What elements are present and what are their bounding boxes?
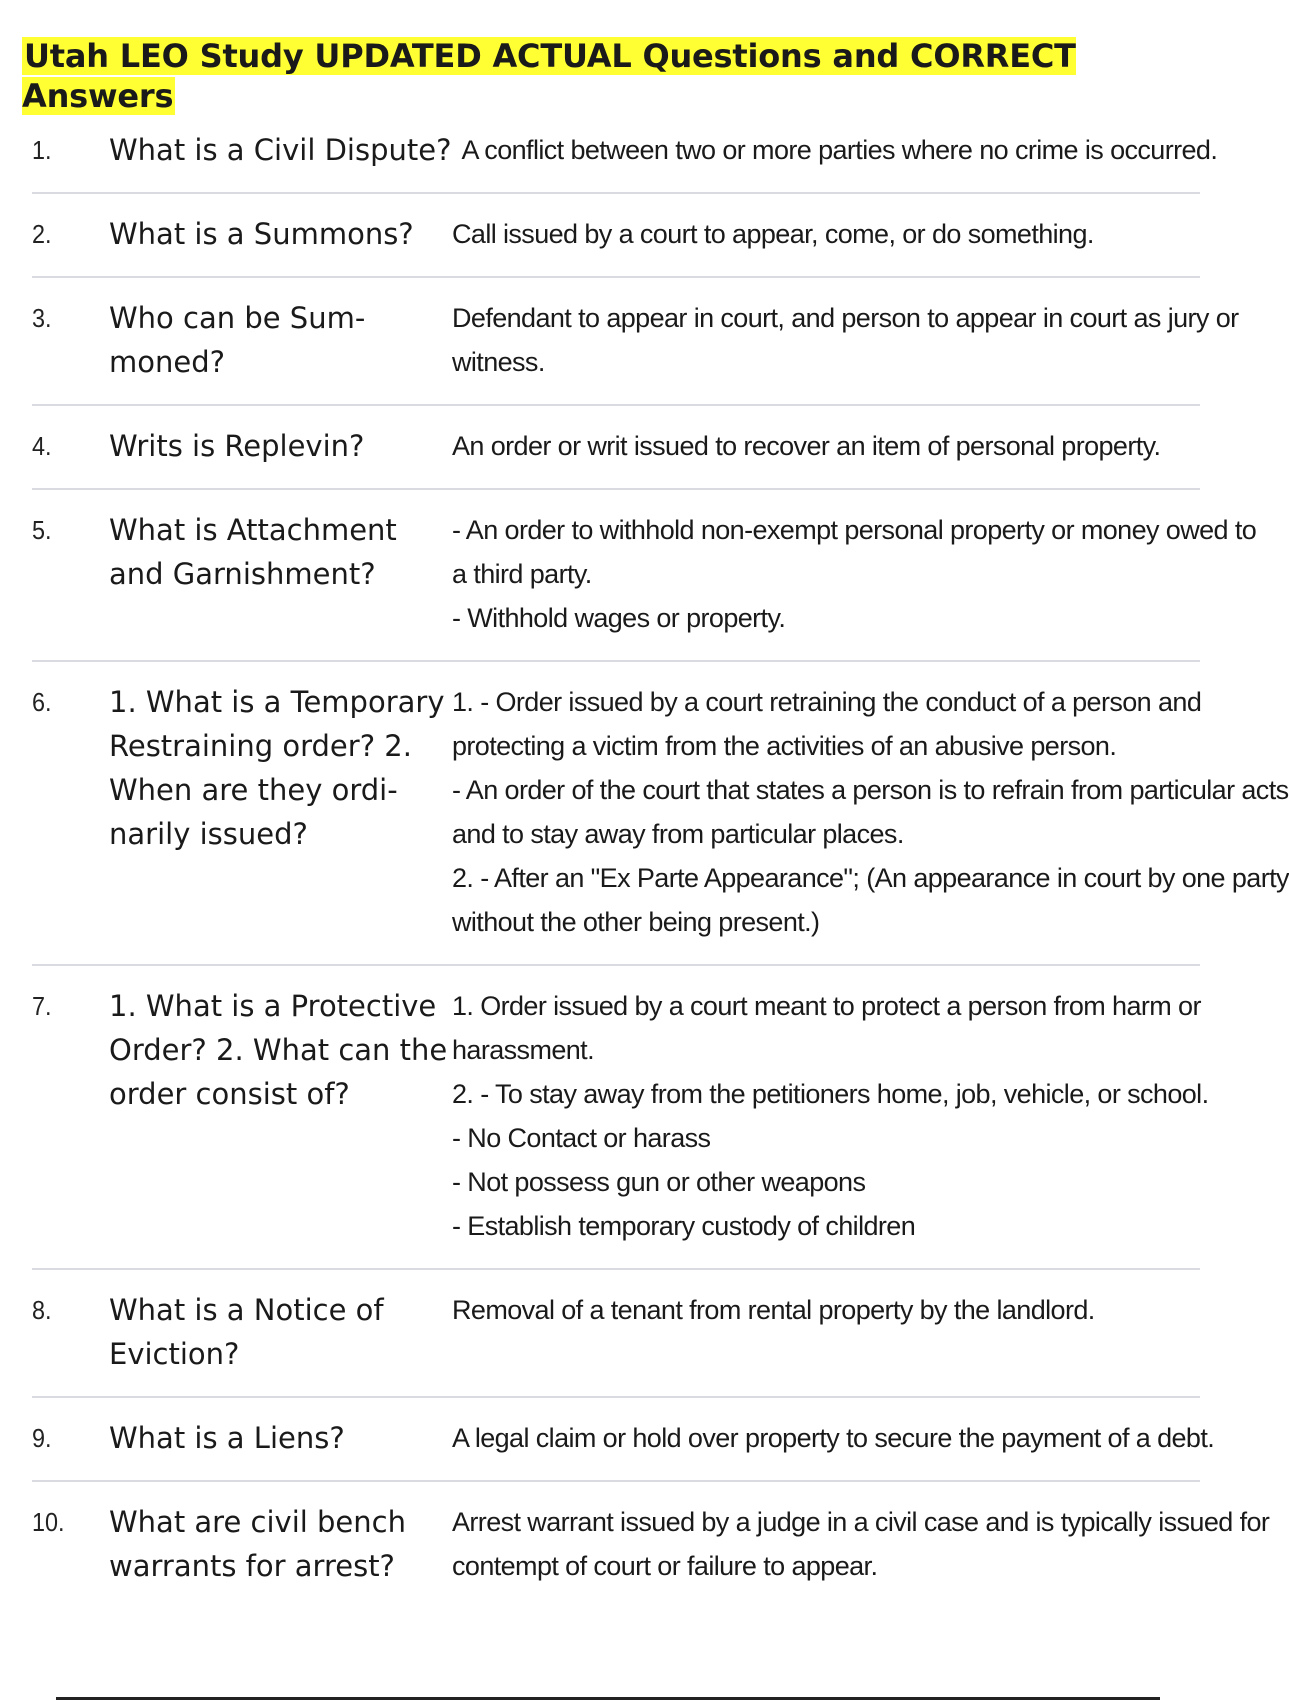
answer-line: witness. xyxy=(452,347,545,377)
item-number: 8. xyxy=(32,1295,52,1325)
answer-line: contempt of court or failure to appear. xyxy=(452,1551,878,1581)
item-question: What is Attachment and Garnishment? xyxy=(109,513,397,591)
item-number: 10. xyxy=(32,1507,65,1537)
item-number: 9. xyxy=(32,1423,52,1453)
answer-line: - No Contact or harass xyxy=(452,1123,711,1153)
qa-item xyxy=(32,490,1257,662)
item-question: What is a Liens? xyxy=(109,1421,345,1455)
item-question: What is a Summons? xyxy=(109,217,414,251)
item-number: 7. xyxy=(32,991,52,1021)
answer-line: a third party. xyxy=(452,559,592,589)
answer-line: A legal claim or hold over property to secure the payment of a debt. xyxy=(452,1423,1215,1453)
answer-line: - Establish temporary custody of children xyxy=(452,1211,916,1241)
answer-line: - An order to withhold non-exempt personal property or money owed to xyxy=(452,515,1257,545)
item-answer xyxy=(452,680,1289,944)
answer-line: An order or writ issued to recover an item of personal property. xyxy=(452,431,1161,461)
item-answer xyxy=(452,984,1209,1248)
item-question: 1. What is a Temporary Restraining order? 2. When are they ordi- narily issued? xyxy=(109,685,445,851)
answer-line: 2. - After an "Ex Parte Appearance"; (An appearance in court by one party xyxy=(452,863,1289,893)
qa-item xyxy=(32,110,1218,194)
answer-line: - An order of the court that states a person is to refrain from particular acts xyxy=(452,775,1289,805)
item-number: 4. xyxy=(32,431,52,461)
item-answer xyxy=(452,1416,1214,1460)
answer-line: Call issued by a court to appear, come, or do something. xyxy=(452,219,1094,249)
item-question: Who can be Sum- moned? xyxy=(109,301,366,379)
answer-line: 1. Order issued by a court meant to protect a person from harm or xyxy=(452,991,1201,1021)
item-number: 1. xyxy=(32,135,52,165)
item-answer xyxy=(452,424,1200,468)
item-number: 3. xyxy=(32,303,52,333)
qa-item xyxy=(32,406,1200,490)
qa-item xyxy=(32,966,1209,1270)
qa-item xyxy=(32,662,1289,966)
item-question: What is a Notice of Eviction? xyxy=(109,1293,384,1371)
answer-line: Defendant to appear in court, and person to appear in court as jury or xyxy=(452,303,1239,333)
item-answer xyxy=(452,212,1200,256)
item-answer xyxy=(452,296,1239,384)
answer-line: 2. - To stay away from the petitioners home, job, vehicle, or school. xyxy=(452,1079,1209,1109)
item-question: What is a Civil Dispute? xyxy=(109,133,452,167)
qa-item xyxy=(32,1482,1270,1608)
qa-item xyxy=(32,1398,1215,1482)
answer-line: without the other being present.) xyxy=(452,907,820,937)
answer-line: Arrest warrant issued by a judge in a civil case and is typically issued for xyxy=(452,1507,1270,1537)
item-number: 6. xyxy=(32,687,52,717)
item-answer xyxy=(452,1288,1200,1332)
document-title xyxy=(22,36,1200,116)
answer-line: and to stay away from particular places. xyxy=(452,819,904,849)
item-answer xyxy=(461,128,1217,172)
answer-line: harassment. xyxy=(452,1035,594,1065)
answer-line: - Withhold wages or property. xyxy=(452,603,786,633)
answer-line: A conflict between two or more parties where no crime is occurred. xyxy=(461,135,1218,165)
item-answer xyxy=(452,508,1256,640)
item-number: 5. xyxy=(32,515,52,545)
item-question: What are civil bench warrants for arrest? xyxy=(109,1505,406,1583)
answer-line: protecting a victim from the activities of an abusive person. xyxy=(452,731,1117,761)
answer-line: - Not possess gun or other weapons xyxy=(452,1167,866,1197)
item-answer xyxy=(452,1500,1269,1588)
qa-list xyxy=(32,110,1289,1608)
item-question: 1. What is a Protective Order? 2. What can the order consist of? xyxy=(109,989,448,1111)
item-number: 2. xyxy=(32,219,52,249)
answer-line: Removal of a tenant from rental property by the landlord. xyxy=(452,1295,1095,1325)
qa-item xyxy=(32,278,1239,406)
answer-line: 1. - Order issued by a court retraining the conduct of a person and xyxy=(452,687,1202,717)
qa-item xyxy=(32,1270,1200,1398)
qa-item xyxy=(32,194,1200,278)
highlighted-title-text: Utah LEO Study UPDATED ACTUAL Questions and CORRECT Answers xyxy=(22,37,1076,115)
item-question: Writs is Replevin? xyxy=(109,429,365,463)
